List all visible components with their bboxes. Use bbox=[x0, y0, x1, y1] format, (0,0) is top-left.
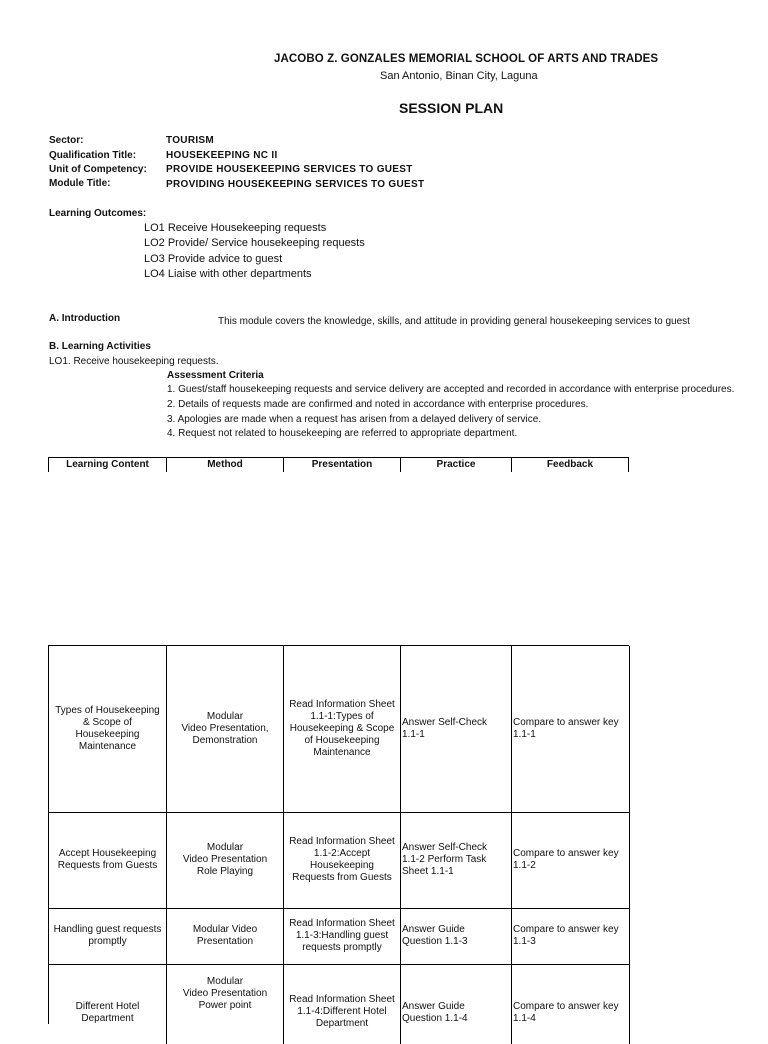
table-row bbox=[49, 646, 630, 813]
outcome-item: LO4 Liaise with other departments bbox=[144, 268, 312, 280]
school-name: JACOBO Z. GONZALES MEMORIAL SCHOOL OF ARTS AND TRADES bbox=[274, 53, 659, 65]
unit-label: Unit of Competency: bbox=[49, 164, 147, 175]
cell-feedback: Compare to answer key 1.1-2 bbox=[512, 812, 630, 908]
cell-learning-content: Different Hotel Department bbox=[49, 964, 167, 1044]
table-header-method: Method bbox=[166, 457, 283, 472]
table-header-presentation: Presentation bbox=[283, 457, 400, 472]
cell-method: Modular Video Presentation Power point bbox=[167, 964, 284, 1044]
cell-learning-content: Accept Housekeeping Requests from Guests bbox=[49, 812, 167, 908]
sector-value: TOURISM bbox=[166, 135, 215, 146]
module-value: PROVIDING HOUSEKEEPING SERVICES TO GUEST bbox=[166, 179, 425, 190]
outcome-item: LO2 Provide/ Service housekeeping requests bbox=[144, 237, 365, 249]
activities-table bbox=[48, 645, 629, 1029]
criteria-item: 2. Details of requests made are confirmed and noted in accordance with enterprise procedures. bbox=[167, 399, 589, 410]
cell-feedback: Compare to answer key 1.1-1 bbox=[512, 646, 630, 812]
unit-value: PROVIDE HOUSEKEEPING SERVICES TO GUEST bbox=[166, 164, 413, 175]
cell-method: Modular Video Presentation Role Playing bbox=[167, 812, 284, 908]
cell-practice: Answer Self-Check 1.1-2 Perform Task Sheet 1.1-1 bbox=[401, 812, 512, 908]
cell-practice: Answer Self-Check 1.1-1 bbox=[401, 646, 512, 812]
cell-presentation: Read Information Sheet 1.1-2:Accept Housekeeping Requests from Guests bbox=[284, 812, 401, 908]
outcome-item: LO3 Provide advice to guest bbox=[144, 253, 283, 265]
module-label: Module Title: bbox=[49, 178, 111, 189]
criteria-item: 1. Guest/staff housekeeping requests and service delivery are accepted and recorded in accordance with enterprise procedures. bbox=[167, 384, 735, 395]
table-row bbox=[49, 964, 630, 1044]
criteria-item: 4. Request not related to housekeeping are referred to appropriate department. bbox=[167, 428, 518, 439]
school-address: San Antonio, Binan City, Laguna bbox=[380, 70, 538, 82]
table-row bbox=[49, 908, 630, 965]
qualification-label: Qualification Title: bbox=[49, 150, 137, 161]
document-title: SESSION PLAN bbox=[399, 100, 504, 116]
cell-learning-content: Types of Housekeeping & Scope of Housekeeping Maintenance bbox=[49, 646, 167, 812]
introduction-text bbox=[218, 316, 690, 330]
cell-learning-content: Handling guest requests promptly bbox=[49, 908, 167, 964]
table-header-row bbox=[48, 457, 629, 472]
activities-heading: B. Learning Activities bbox=[49, 341, 151, 352]
table-row bbox=[49, 812, 630, 909]
cell-feedback: Compare to answer key 1.1-4 bbox=[512, 964, 630, 1044]
introduction-text-content: This module covers the knowledge, skills, and attitude in providing general housekeeping services to guest bbox=[218, 316, 690, 327]
qualification-value: HOUSEKEEPING NC II bbox=[166, 150, 278, 161]
criteria-item: 3. Apologies are made when a request has arisen from a delayed delivery of service. bbox=[167, 414, 542, 425]
cell-practice: Answer Guide Question 1.1-3 bbox=[401, 908, 512, 964]
cell-method: Modular Video Presentation, Demonstration bbox=[167, 646, 284, 812]
cell-presentation: Read Information Sheet 1.1-1:Types of Housekeeping & Scope of Housekeeping Maintenance bbox=[284, 646, 401, 812]
cell-presentation: Read Information Sheet 1.1-4:Different Hotel Department bbox=[284, 964, 401, 1044]
criteria-heading: Assessment Criteria bbox=[167, 370, 264, 381]
table-header-practice: Practice bbox=[400, 457, 511, 472]
table-header-feedback: Feedback bbox=[511, 457, 629, 472]
table-header-learning-content: Learning Content bbox=[48, 457, 166, 472]
sector-label: Sector: bbox=[49, 135, 84, 146]
cell-practice: Answer Guide Question 1.1-4 bbox=[401, 964, 512, 1044]
cell-presentation: Read Information Sheet 1.1-3:Handling guest requests promptly bbox=[284, 908, 401, 964]
cell-method: Modular Video Presentation bbox=[167, 908, 284, 964]
outcome-item: LO1 Receive Housekeeping requests bbox=[144, 222, 327, 234]
introduction-heading: A. Introduction bbox=[49, 313, 121, 324]
cell-feedback: Compare to answer key 1.1-3 bbox=[512, 908, 630, 964]
activities-lo-line: LO1. Receive housekeeping requests. bbox=[49, 356, 219, 367]
outcomes-heading: Learning Outcomes: bbox=[49, 208, 147, 219]
